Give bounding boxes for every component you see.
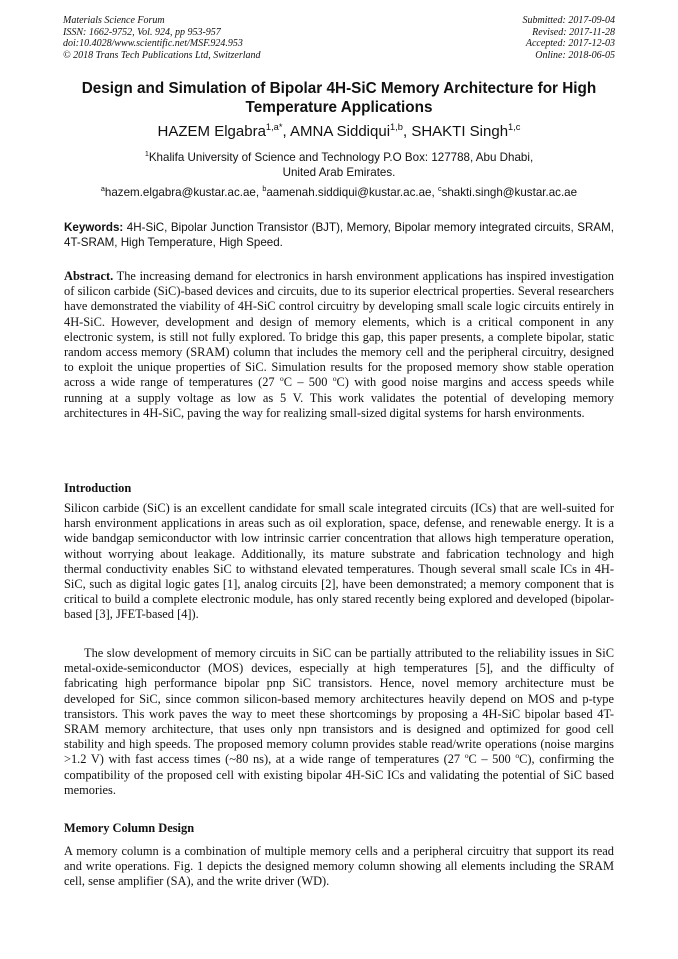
- author-affil-mark: 1,b: [390, 122, 403, 132]
- affiliation: [60, 150, 618, 180]
- email-separator: ,: [431, 186, 438, 199]
- abstract-label: Abstract.: [64, 269, 114, 283]
- email-separator: ,: [255, 186, 263, 199]
- author-separator: ,: [402, 123, 412, 140]
- journal-copyright: © 2018 Trans Tech Publications Ltd, Switzerland: [63, 49, 261, 61]
- abstract-text: C – 500: [283, 375, 333, 390]
- author-affil-mark: 1,c: [508, 122, 521, 132]
- date-revised: Revised: 2017-11-28: [532, 26, 615, 38]
- abstract: [64, 269, 614, 421]
- keywords-label: Keywords:: [64, 221, 124, 234]
- author-name: SHAKTI Singh: [411, 123, 509, 140]
- journal-header-right: [523, 15, 616, 61]
- affil-mark: 1: [144, 149, 149, 159]
- date-submitted: Submitted: 2017-09-04: [522, 15, 615, 26]
- memory-column-heading: Memory Column Design: [64, 821, 195, 835]
- author-separator: ,: [282, 123, 290, 140]
- date-accepted: Accepted: 2017-12-03: [525, 38, 615, 50]
- journal-issn: ISSN: 1662-9752, Vol. 924, pp 953-957: [63, 26, 221, 38]
- author-name: AMNA Siddiqui: [289, 123, 391, 140]
- email-list: [60, 185, 618, 200]
- abstract-text: The increasing demand for electronics in harsh environment applications has inspired investigation of silicon carbide (SiC)-based devices and circuits, due to its superior electrical properties. Several researchers have demonstrated the viability of 4H-SiC control circuitry by developing small scale logic circuits entirely in 4H-SiC. However, development and design of memory elements, which is a critical component in any electronic system, is still not fully explored. To bridge this gap, this paper presents, a complete bipolar, static random access memory (SRAM) column that includes the memory cell and the peripheral circuitry, designed to exploit the unique properties of SiC. Simulation results for the proposed memory show stable operation across a wide range of temperatures (27: [64, 269, 614, 390]
- keywords: [64, 220, 614, 250]
- journal-header-left: [63, 15, 261, 61]
- introduction-paragraph-2: [64, 646, 614, 798]
- author-affil-mark: 1,a*: [265, 122, 283, 132]
- abstract-text: C) with good noise margins and access speeds while running at a supply voltage as low as 5 V. This work validates the potential of developing memory architectures in 4H-SiC, paving the way for realizing small-sized digital systems for harsh environments.: [64, 375, 614, 420]
- affiliation-line-2: United Arab Emirates.: [282, 166, 396, 179]
- memory-column-paragraph-1: A memory column is a combination of multiple memory cells and a peripheral circuitry that support its read and write operations. Fig. 1 depicts the designed memory column showing all elements including the SRAM cell, sense amplifier (SA), and the write driver (WD).: [64, 844, 614, 889]
- email-mark: b: [262, 184, 267, 194]
- degree-mark: o: [332, 374, 337, 384]
- degree-mark: o: [515, 751, 520, 761]
- paragraph-text: C), confirming the compatibility of the proposed cell with existing bipolar 4H-SiC ICs and validating the potential of SiC based memories.: [64, 752, 614, 797]
- email-address[interactable]: hazem.elgabra@kustar.ac.ae: [104, 186, 256, 199]
- keywords-text: 4H-SiC, Bipolar Junction Transistor (BJT), Memory, Bipolar memory integrated circuits, SRAM, 4T-SRAM, High Temperature, High Speed.: [64, 221, 614, 249]
- email-address[interactable]: shakti.singh@kustar.ac.ae: [441, 186, 578, 199]
- paper-title: Design and Simulation of Bipolar 4H-SiC Memory Architecture for High Temperature Applications: [81, 80, 597, 116]
- degree-mark: o: [279, 374, 284, 384]
- paragraph-text: The slow development of memory circuits in SiC can be partially attributed to the reliability issues in SiC metal-oxide-semiconductor (MOS) devices, especially at high temperatures [5], and the difficulty of fabricating high performance bipolar pnp SiC transistors. Hence, novel memory architecture must be developed for SiC, since common silicon-based memory architectures heavily depend on MOS and p-type transistors. This work paves the way to meet these shortcomings by proposing a 4H-SiC bipolar based 4T-SRAM memory architecture, that uses only npn transistors and is designed and optimized for good cell stability and high speeds. The proposed memory column provides stable read/write operations (noise margins >1.2 V) with fast access times (~80 ns), at a wide range of temperatures (27: [64, 646, 614, 767]
- email-address[interactable]: aamenah.siddiqui@kustar.ac.ae: [266, 186, 432, 199]
- introduction-paragraph-1: Silicon carbide (SiC) is an excellent candidate for small scale integrated circuits (ICs) that are well-suited for harsh environment applications in areas such as oil exploration, space, defense, and renewable energy. It is a wide bandgap semiconductor with low intrinsic carrier concentration that allows high temperature operation, without worrying about leakage. Additionally, its mature substrate and fabrication technology and high thermal conductivity enables SiC to withstand elevated temperatures. Though several small scale ICs in 4H-SiC, such as digital logic gates [1], analog circuits [2], have been demonstrated; a memory component that is critical to build a complete electronic module, has only stared recently being explored and developed (bipolar-based [3], JFET-based [4]).: [64, 501, 614, 622]
- journal-doi: doi:10.4028/www.scientific.net/MSF.924.953: [63, 38, 243, 50]
- author-name: HAZEM Elgabra: [157, 123, 266, 140]
- degree-mark: o: [464, 751, 469, 761]
- email-mark: c: [437, 184, 442, 194]
- date-online: Online: 2018-06-05: [535, 49, 615, 61]
- paragraph-text: C – 500: [468, 752, 516, 767]
- author-list: [60, 123, 618, 141]
- introduction-heading: Introduction: [64, 481, 132, 495]
- email-mark: a: [100, 184, 105, 194]
- journal-name: Materials Science Forum: [63, 15, 165, 26]
- affiliation-line-1: Khalifa University of Science and Technology P.O Box: 127788, Abu Dhabi,: [148, 151, 534, 164]
